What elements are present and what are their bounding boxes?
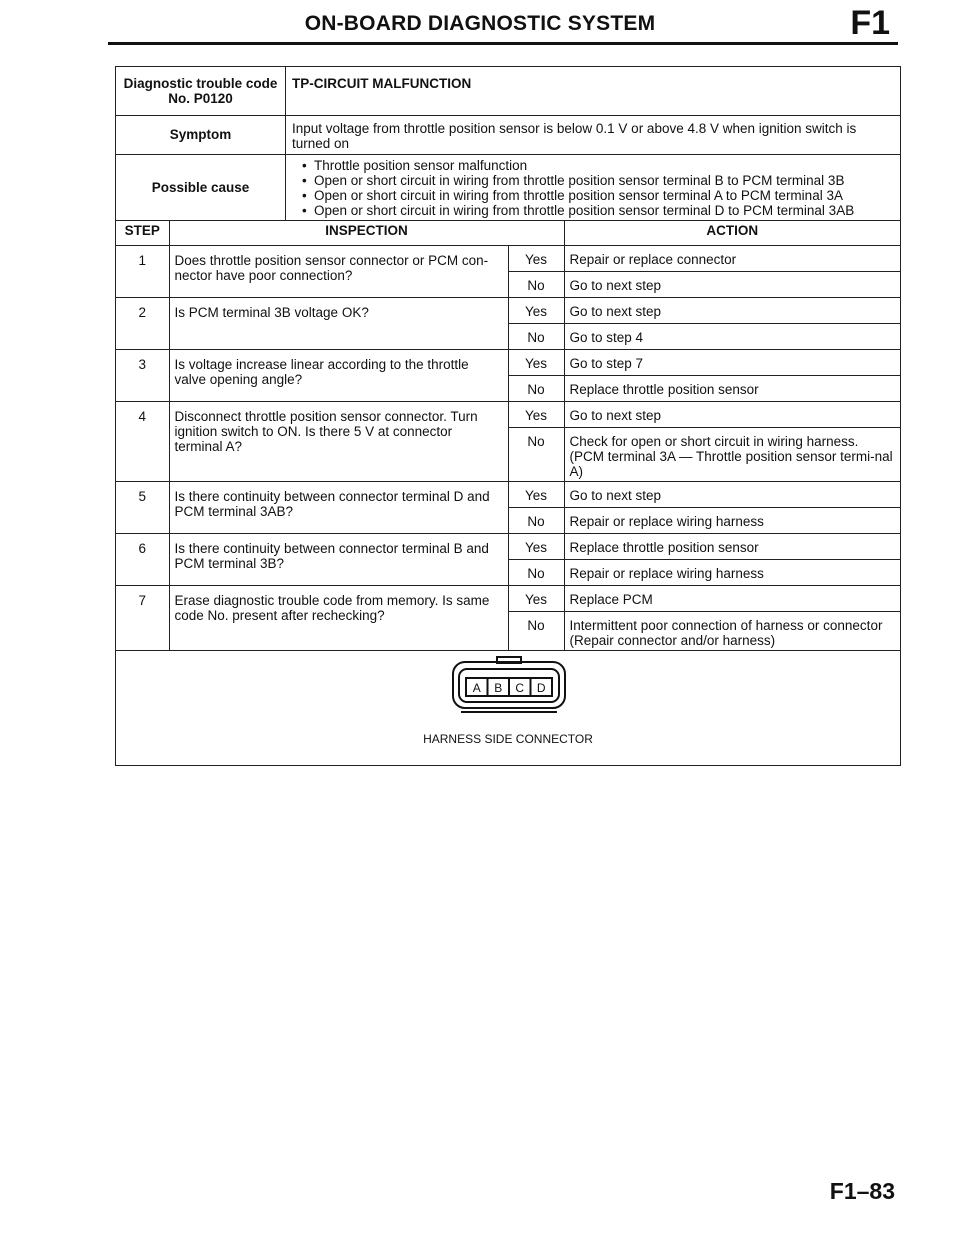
no-label: No	[508, 427, 564, 481]
step-header: STEP	[116, 221, 169, 246]
diagnostic-sheet	[115, 66, 901, 766]
terminal-label-d: D	[536, 681, 546, 695]
no-action: Check for open or short circuit in wiring harness. (PCM terminal 3A — Throttle position sensor termi-nal A)	[564, 427, 900, 481]
inspection-text: Disconnect throttle position sensor connector. Turn ignition switch to ON. Is there 5 V at connector terminal A?	[169, 401, 508, 481]
step-number: 2	[116, 297, 169, 349]
step-number: 1	[116, 245, 169, 297]
table-row	[116, 401, 900, 427]
page-number: F1–83	[829, 1178, 895, 1204]
yes-label: Yes	[508, 297, 564, 323]
no-action: Replace throttle position sensor	[564, 375, 900, 401]
yes-label: Yes	[508, 481, 564, 507]
step-number: 5	[116, 481, 169, 533]
terminal-label-c: C	[515, 681, 525, 695]
no-action: Go to next step	[564, 271, 900, 297]
terminal-label-a: A	[472, 681, 481, 695]
header-rule	[108, 42, 898, 45]
dtc-info-table	[116, 67, 900, 221]
table-row	[116, 533, 900, 559]
inspection-text: Is voltage increase linear according to the throttle valve opening angle?	[169, 349, 508, 401]
step-number: 7	[116, 585, 169, 650]
inspection-table	[116, 221, 900, 651]
yes-action: Replace PCM	[564, 585, 900, 611]
yes-action: Go to next step	[564, 297, 900, 323]
cause-item: • Throttle position sensor malfunction	[304, 158, 894, 173]
yes-action: Replace throttle position sensor	[564, 533, 900, 559]
cause-label: Possible cause	[116, 154, 286, 220]
inspection-text: Is PCM terminal 3B voltage OK?	[169, 297, 508, 349]
yes-label: Yes	[508, 533, 564, 559]
symptom-label: Symptom	[116, 115, 286, 154]
table-header-row	[116, 221, 900, 246]
no-label: No	[508, 559, 564, 585]
connector-diagram	[116, 622, 900, 765]
inspection-header: INSPECTION	[169, 221, 564, 246]
no-action: Repair or replace wiring harness	[564, 559, 900, 585]
inspection-text: Is there continuity between connector terminal D and PCM terminal 3AB?	[169, 481, 508, 533]
cause-list-cell	[286, 154, 901, 220]
no-action: Intermittent poor connection of harness or connector (Repair connector and/or harness)	[564, 611, 900, 650]
yes-label: Yes	[508, 401, 564, 427]
action-header: ACTION	[564, 221, 900, 246]
terminal-label-b: B	[494, 681, 503, 695]
cause-item: • Open or short circuit in wiring from throttle position sensor terminal B to PCM terminal 3B	[304, 173, 894, 188]
inspection-text: Does throttle position sensor connector or PCM con-nector have poor connection?	[169, 245, 508, 297]
table-row	[116, 481, 900, 507]
yes-label: Yes	[508, 349, 564, 375]
no-label: No	[508, 375, 564, 401]
step-number: 6	[116, 533, 169, 585]
cause-list	[292, 158, 894, 218]
step-number: 3	[116, 349, 169, 401]
no-label: No	[508, 323, 564, 349]
harness-connector-icon	[116, 622, 902, 722]
table-row	[116, 245, 900, 271]
dtc-label: Diagnostic trouble code No. P0120	[116, 67, 286, 115]
diagram-caption: HARNESS SIDE CONNECTOR	[423, 732, 593, 746]
dtc-value: TP-CIRCUIT MALFUNCTION	[286, 67, 901, 115]
no-label: No	[508, 611, 564, 650]
yes-action: Go to next step	[564, 401, 900, 427]
no-label: No	[508, 271, 564, 297]
inspection-text: Is there continuity between connector terminal B and PCM terminal 3B?	[169, 533, 508, 585]
table-row	[116, 585, 900, 611]
yes-label: Yes	[508, 585, 564, 611]
step-number: 4	[116, 401, 169, 481]
section-code: F1	[850, 4, 890, 42]
table-row	[116, 297, 900, 323]
no-label: No	[508, 507, 564, 533]
yes-action: Go to next step	[564, 481, 900, 507]
no-action: Go to step 4	[564, 323, 900, 349]
no-action: Repair or replace wiring harness	[564, 507, 900, 533]
cause-row	[116, 154, 900, 220]
page-title: ON-BOARD DIAGNOSTIC SYSTEM	[304, 12, 656, 35]
cause-item: • Open or short circuit in wiring from throttle position sensor terminal A to PCM terminal 3A	[304, 188, 894, 203]
symptom-row	[116, 115, 900, 154]
cause-item: • Open or short circuit in wiring from throttle position sensor terminal D to PCM terminal 3AB	[304, 203, 894, 218]
connector-latch	[497, 657, 521, 663]
table-row	[116, 349, 900, 375]
symptom-value: Input voltage from throttle position sensor is below 0.1 V or above 4.8 V when ignition switch is turned on	[286, 115, 901, 154]
inspection-text: Erase diagnostic trouble code from memory. Is same code No. present after rechecking?	[169, 585, 508, 650]
yes-action: Go to step 7	[564, 349, 900, 375]
yes-label: Yes	[508, 245, 564, 271]
yes-action: Repair or replace connector	[564, 245, 900, 271]
dtc-row	[116, 67, 900, 115]
